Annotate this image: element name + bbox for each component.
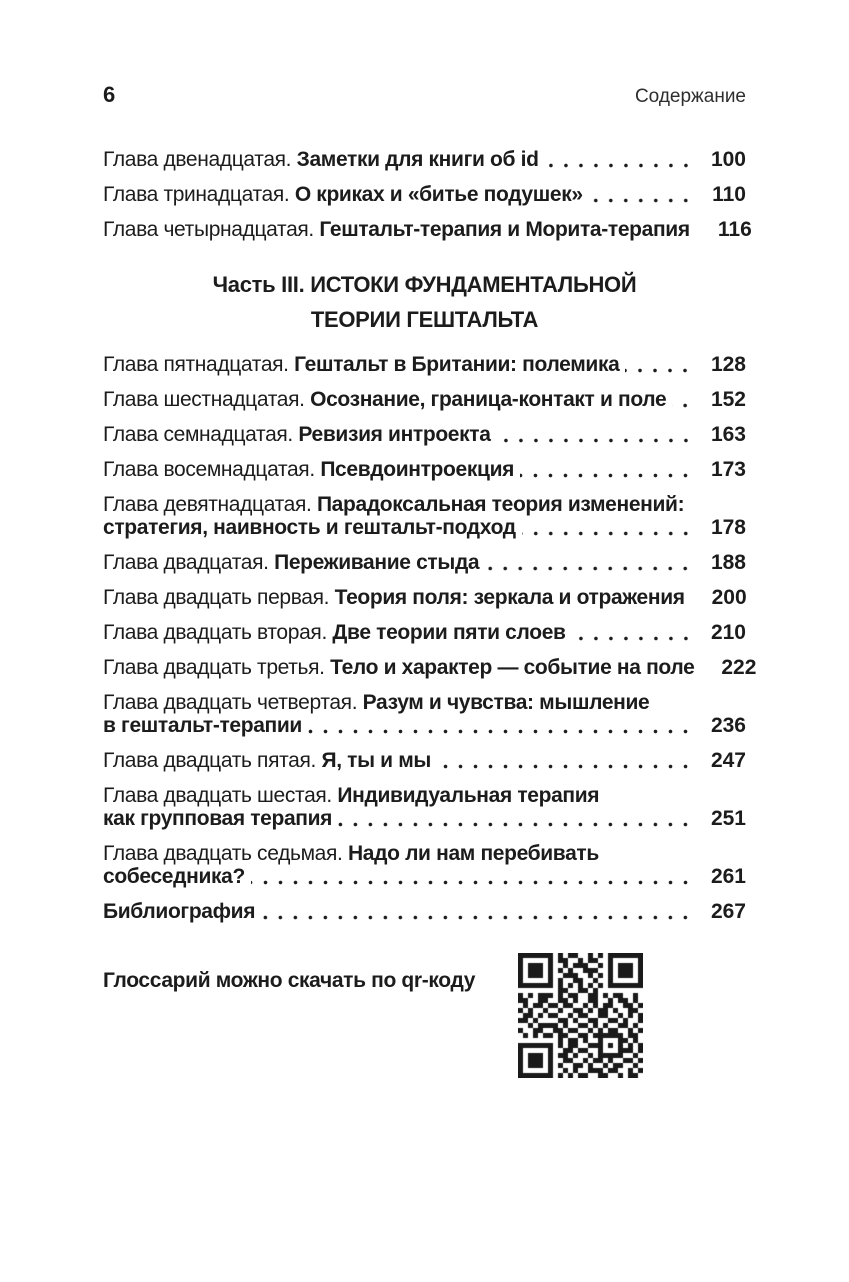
dot-leader (545, 148, 694, 171)
toc-entry-continuation (103, 807, 746, 830)
toc-entry-text (103, 749, 431, 772)
toc-entry-text (103, 218, 690, 241)
dot-leader (691, 586, 695, 609)
chapter-title: Я, ты и мы (321, 749, 431, 772)
chapter-prefix: Глава четырнадцатая. (103, 218, 320, 241)
dot-leader (522, 516, 694, 539)
toc-entry-continuation (103, 516, 746, 539)
toc-entry-text (103, 656, 694, 679)
toc-entry (103, 458, 746, 481)
page-folio: 6 (103, 82, 116, 107)
section-heading (103, 267, 746, 337)
chapter-title-line2: собеседника? (103, 865, 245, 888)
chapter-prefix: Глава двадцать седьмая. (103, 842, 348, 865)
toc-entry-continuation (103, 714, 746, 737)
chapter-title: Гештальт в Британии: полемика (294, 353, 620, 376)
page-number: 152 (710, 388, 746, 411)
chapter-prefix: Глава двадцать первая. (103, 586, 335, 609)
toc-entry-continuation (103, 865, 746, 888)
toc-entry-text (103, 458, 514, 481)
toc-entry-text (103, 691, 746, 714)
dot-leader (308, 714, 694, 737)
chapter-title: Ревизия интроекта (298, 423, 491, 446)
chapter-title: Гештальт-терапия и Морита-терапия (319, 218, 690, 241)
toc-entry (103, 691, 746, 737)
chapter-prefix: Глава двадцать третья. (103, 656, 331, 679)
footer (103, 953, 746, 1078)
dot-leader (261, 900, 694, 923)
chapter-prefix: Глава восемнадцатая. (103, 458, 321, 481)
chapter-title: Теория поля: зеркала и отражения (334, 586, 685, 609)
toc-entry (103, 551, 746, 574)
chapter-title: Парадоксальная теория изменений: (316, 493, 685, 516)
chapter-prefix: Глава девятнадцатая. (103, 493, 317, 516)
page-number: 247 (710, 749, 746, 772)
page-number: 100 (710, 148, 746, 171)
dot-leader (338, 807, 694, 830)
toc-entry-text (103, 784, 746, 807)
toc-entry-text (103, 353, 619, 376)
dot-leader (485, 551, 694, 574)
toc-entry (103, 353, 746, 376)
chapter-title: Индивидуальная терапия (337, 784, 600, 807)
toc-entry (103, 388, 746, 411)
chapter-prefix: Глава тринадцатая. (103, 183, 295, 206)
toc-entry (103, 423, 746, 446)
section-heading-line1: Часть III. ИСТОКИ ФУНДАМЕНТАЛЬНОЙ (212, 272, 637, 297)
toc-entry-text (103, 423, 491, 446)
page-number: 261 (710, 865, 746, 888)
chapter-prefix: Глава двадцать вторая. (103, 621, 333, 644)
toc-entry (103, 183, 746, 206)
toc-entry (103, 749, 746, 772)
dot-leader (589, 183, 694, 206)
dot-leader (497, 423, 694, 446)
toc-entry-text (103, 842, 746, 865)
toc-entry (103, 784, 746, 830)
glossary-note: Глоссарий можно скачать по qr-коду (103, 969, 476, 992)
dot-leader (520, 458, 694, 481)
page-number: 251 (710, 807, 746, 830)
toc-entry (103, 218, 752, 241)
page-number: 200 (711, 586, 747, 609)
dot-leader (572, 621, 694, 644)
chapter-title: Тело и характер — событие на поле (330, 656, 695, 679)
page-number: 163 (710, 423, 746, 446)
page-number: 222 (721, 656, 757, 679)
chapter-title-line2: стратегия, наивность и гештальт-подход (103, 516, 516, 539)
page-header (103, 82, 746, 108)
chapter-prefix: Глава шестнадцатая. (103, 388, 311, 411)
dot-leader (696, 218, 700, 241)
qr-code-icon (518, 953, 643, 1078)
toc-entry-text (103, 388, 666, 411)
page-number: 210 (710, 621, 746, 644)
page-number: 173 (710, 458, 746, 481)
toc-entry (103, 621, 746, 644)
chapter-title-line2: как групповая терапия (103, 807, 333, 830)
chapter-title: Библиография (103, 900, 256, 923)
chapter-title: Заметки для книги об id (296, 148, 539, 171)
chapter-title: Переживание стыда (274, 551, 480, 574)
toc-entry (103, 900, 746, 923)
page-number: 267 (710, 900, 746, 923)
dot-leader (672, 388, 694, 411)
toc-list-main (103, 353, 757, 923)
chapter-title: Две теории пяти слоев (332, 621, 566, 644)
toc-entry-text (103, 900, 255, 923)
page-number: 188 (710, 551, 746, 574)
dot-leader (437, 749, 694, 772)
toc-page (0, 82, 849, 1078)
toc-entry (103, 493, 746, 539)
chapter-title: Псевдоинтроекция (320, 458, 515, 481)
page-number: 116 (717, 218, 752, 241)
toc-entry-text (103, 148, 539, 171)
toc-entry-text (103, 621, 566, 644)
toc-entry (103, 842, 746, 888)
toc-entry (103, 586, 746, 609)
chapter-title: О криках и «битье подушек» (294, 183, 583, 206)
chapter-prefix: Глава двадцать пятая. (103, 749, 322, 772)
chapter-prefix: Глава двадцать шестая. (103, 784, 338, 807)
chapter-title-line2: в гештальт-терапии (103, 714, 302, 737)
chapter-title: Надо ли нам перебивать (347, 842, 599, 865)
toc-entry-text (103, 586, 685, 609)
page-number: 236 (710, 714, 746, 737)
toc-entry-text (103, 183, 583, 206)
running-head: Содержание (634, 86, 746, 107)
chapter-prefix: Глава двенадцатая. (103, 148, 297, 171)
chapter-prefix: Глава двадцатая. (103, 551, 275, 574)
chapter-prefix: Глава пятнадцатая. (103, 353, 295, 376)
chapter-prefix: Глава двадцать четвертая. (103, 691, 363, 714)
dot-leader (700, 656, 704, 679)
page-number: 110 (712, 183, 746, 206)
page-number: 178 (710, 516, 746, 539)
chapter-title: Осознание, граница-контакт и поле (310, 388, 667, 411)
dot-leader (625, 353, 694, 376)
toc-entry-text (103, 551, 479, 574)
dot-leader (251, 865, 694, 888)
section-heading-line2: ТЕОРИИ ГЕШТАЛЬТА (310, 307, 539, 332)
page-number: 128 (710, 353, 746, 376)
toc-entry (103, 148, 746, 171)
toc-list-top (103, 148, 752, 241)
toc-entry-text (103, 493, 746, 516)
toc-entry (103, 656, 757, 679)
chapter-title: Разум и чувства: мышление (362, 691, 650, 714)
chapter-prefix: Глава семнадцатая. (103, 423, 299, 446)
